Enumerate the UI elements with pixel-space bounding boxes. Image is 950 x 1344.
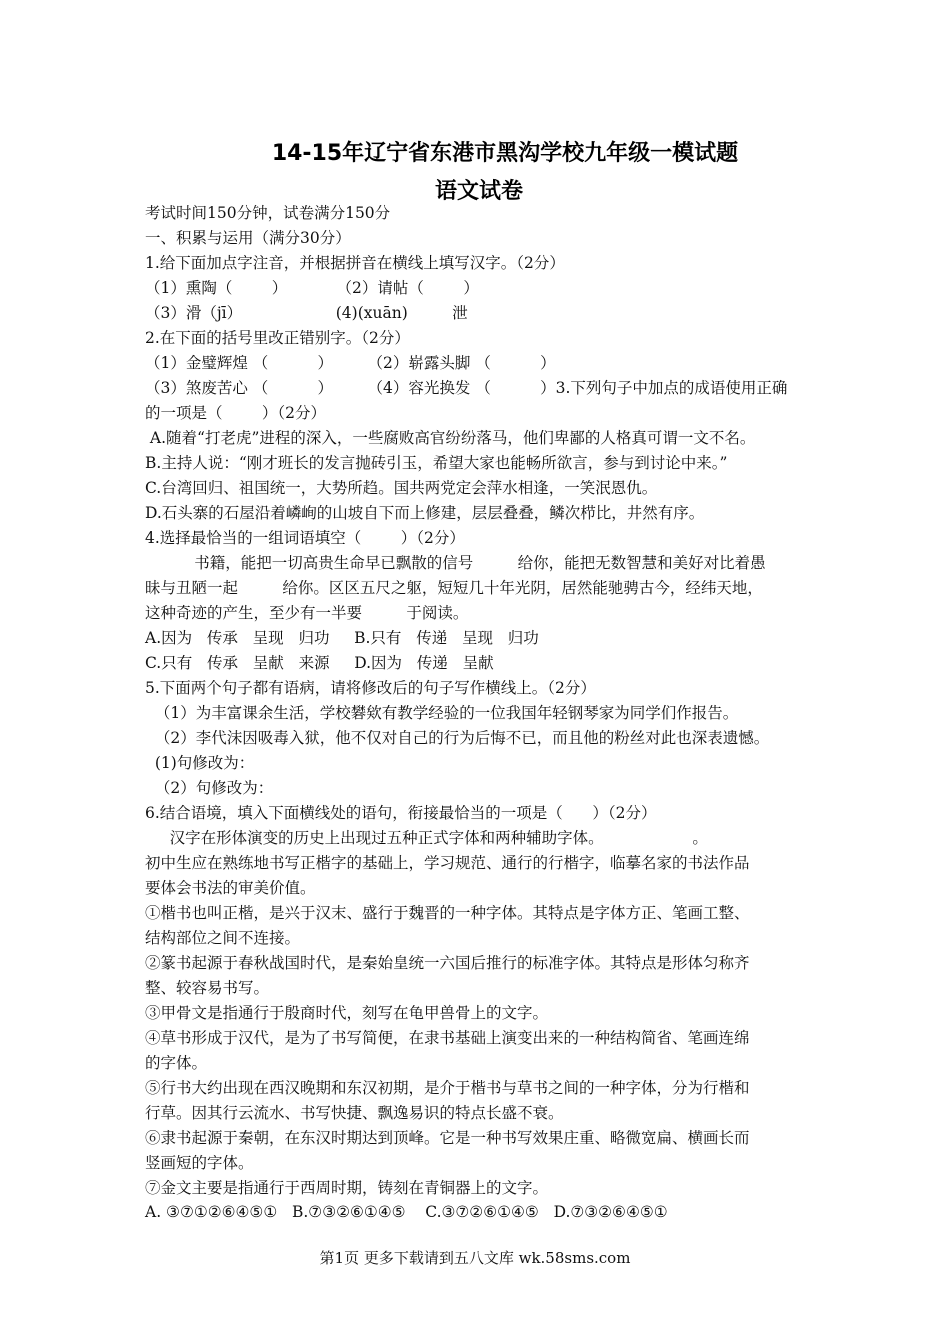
text-line: 5.下面两个句子都有语病，请将修改后的句子写作横线上。（2分）: [145, 679, 596, 697]
text-line: 4.选择最恰当的一组词语填空（ ）（2分）: [145, 529, 465, 547]
text-line: （3）煞废苦心 （ ） （4）容光换发 （ ）3.下列句子中加点的成语使用正确: [145, 379, 788, 397]
text-line: 结构部位之间不连接。: [145, 929, 301, 947]
text-line: （3）滑（jī） (4)(xuān) 泄: [145, 304, 468, 322]
page-footer: 第1页 更多下载请到五八文库 wk.58sms.com: [319, 1249, 631, 1267]
text-line: ④草书形成于汉代，是为了书写简便，在隶书基础上演变出来的一种结构简省、笔画连绵: [145, 1029, 750, 1047]
text-line: （1）金璧辉煌 （ ） （2）崭露头脚 （ ）: [145, 354, 556, 372]
text-line: 考试时间150分钟，试卷满分150分: [145, 204, 391, 222]
text-line: A. ③⑦①②⑥④⑤① B.⑦③②⑥①④⑤ C.③⑦②⑥①④⑤ D.⑦③②⑥④⑤①: [145, 1203, 668, 1221]
text-line: 的一项是（ ）（2分）: [145, 404, 327, 422]
text-line: ③甲骨文是指通行于殷商时代，刻写在龟甲兽骨上的文字。: [145, 1004, 549, 1022]
text-line: （1）为丰富课余生活，学校礬欸有教学经验的一位我国年轻钢琴家为同学们作报告。: [145, 704, 739, 722]
text-line: ①楷书也叫正楷，是兴于汉末、盛行于魏晋的一种字体。其特点是字体方正、笔画工整、: [145, 904, 750, 922]
text-line: B.主持人说：“刚才班长的发言抛砖引玉，希望大家也能畅所欲言，参与到讨论中来。”: [145, 454, 728, 472]
text-line: 书籍，能把一切高贵生命早已飘散的信号 给你，能把无数智慧和美好对比着愚: [145, 554, 766, 572]
text-line: 竖画短的字体。: [145, 1154, 254, 1172]
text-line: 一、积累与运用（满分30分）: [145, 229, 351, 247]
text-line: D.石头寨的石屋沿着嶙峋的山坡自下而上修建，层层叠叠，鳞次栉比，井然有序。: [145, 504, 705, 522]
text-line: ⑤行书大约出现在西汉晚期和东汉初期，是介于楷书与草书之间的一种字体，分为行楷和: [145, 1079, 750, 1097]
text-line: ⑦金文主要是指通行于西周时期，铸刻在青铜器上的文字。: [145, 1179, 549, 1197]
text-line: 初中生应在熟练地书写正楷字的基础上，学习规范、通行的行楷字，临摹名家的书法作品: [145, 854, 750, 872]
text-line: 整、较容易书写。: [145, 979, 270, 997]
text-line: （2）句修改为：: [145, 779, 274, 797]
text-line: 的字体。: [145, 1054, 208, 1072]
text-line: 要体会书法的审美价值。: [145, 879, 316, 897]
text-line: A.因为 传承 呈现 归功 B.只有 传递 呈现 归功: [145, 629, 539, 647]
exam-subtitle: 语文试卷: [434, 179, 523, 204]
text-line: 昧与丑陋一起 给你。区区五尺之躯，短短几十年光阴，居然能驰骋古今，经纬天地，: [145, 579, 763, 597]
text-line: 1.给下面加点字注音，并根据拼音在横线上填写汉字。（2分）: [145, 254, 565, 272]
text-line: （1）熏陶（ ） （2）请帖（ ）: [145, 279, 479, 297]
text-line: 6.结合语境，填入下面横线处的语句，衔接最恰当的一项是（ ）（2分）: [145, 804, 657, 822]
text-line: 行草。因其行云流水、书写快捷、飘逸易识的特点长盛不衰。: [145, 1104, 564, 1122]
text-line: C.台湾回归、祖国统一，大势所趋。国共两党定会萍水相逢，一笑泯恩仇。: [145, 479, 658, 497]
text-line: (1)句修改为：: [145, 754, 255, 772]
exam-title: 14-15年辽宁省东港市黑沟学校九年级一模试题: [271, 141, 739, 166]
text-line: C.只有 传承 呈献 来源 D.因为 传递 呈献: [145, 654, 494, 672]
text-line: 这种奇迹的产生，至少有一半要 于阅读。: [145, 604, 469, 622]
text-line: （2）李代沫因吸毒入狱，他不仅对自己的行为后悔不已，而且他的粉丝对此也深表遗憾。: [145, 729, 770, 747]
text-line: ②篆书起源于春秋战国时代，是秦始皇统一六国后推行的标准字体。其特点是形体匀称齐: [145, 954, 750, 972]
text-line: 2.在下面的括号里改正错别字。（2分）: [145, 329, 410, 347]
text-line: ⑥隶书起源于秦朝，在东汉时期达到顶峰。它是一种书写效果庄重、略微宽扁、横画长而: [145, 1129, 750, 1147]
text-line: 汉字在形体演变的历史上出现过五种正式字体和两种辅助字体。 。: [145, 829, 708, 847]
text-line: A.随着“打老虎”进程的深入，一些腐败高官纷纷落马，他们卑鄙的人格真可谓一文不名。: [145, 429, 756, 447]
